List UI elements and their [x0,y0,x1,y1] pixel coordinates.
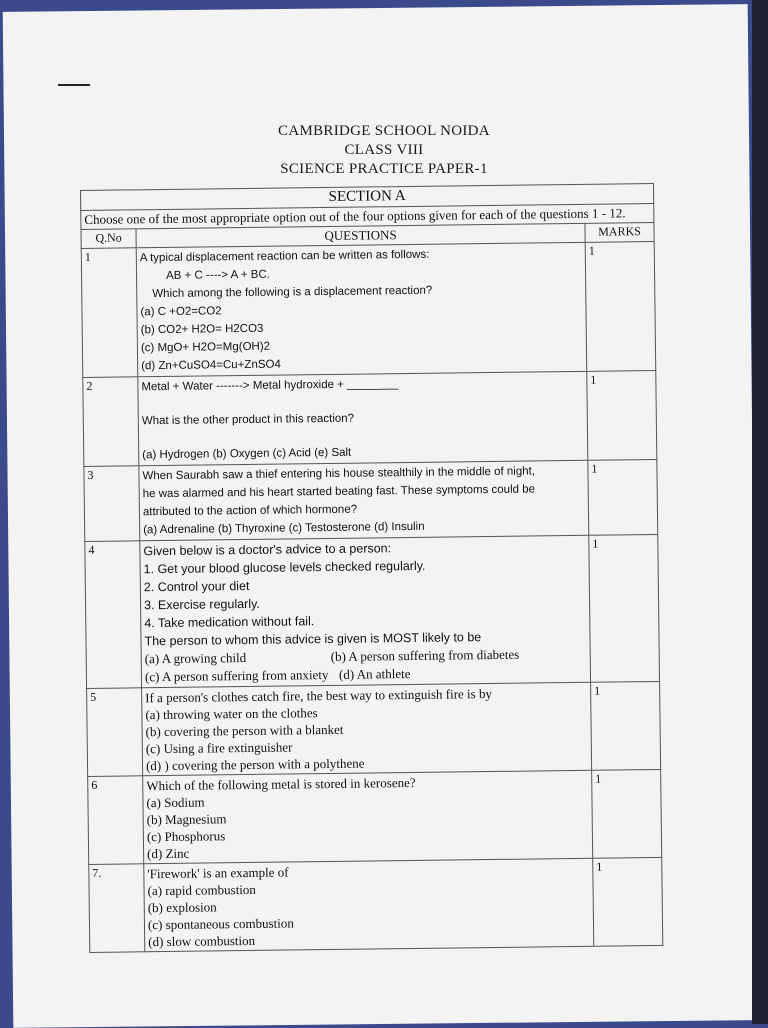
question-line: 2. Control your diet [143,578,250,595]
question-line: 'Firework' is an example of [147,864,289,882]
marks-value: 1 [589,534,660,682]
question-text [142,682,592,775]
table-row [85,534,660,688]
question-line: If a person's clothes catch fire, the best way to extinguish fire is by [145,686,493,706]
question-number: 2 [83,377,139,467]
option-line: (a) Sodium [146,794,205,811]
question-number: 3 [84,466,140,542]
question-line: Given below is a doctor's advice to a person: [143,541,392,559]
question-line: he was alarmed and his heart started beating fast. These symptoms could be [142,483,536,501]
dash-mark [58,84,90,86]
paper-header [0,122,768,179]
option-line: (d) ) covering the person with a polythene [145,755,365,774]
marks-value: 1 [585,241,656,371]
table-row [88,769,662,864]
marks-value: 1 [587,370,657,460]
question-text [138,371,588,465]
col-marks: MARKS [585,222,654,242]
option-line: (a) C +O2=CO2 [140,305,222,319]
table-row [83,370,657,466]
col-questions: QUESTIONS [136,223,585,247]
question-line: 1. Get your blood glucose levels checked regularly. [143,558,426,577]
table-row [84,459,658,541]
option-line: (a) rapid combustion [147,881,256,899]
question-text [143,770,593,863]
option-line: (b) Magnesium [146,811,227,828]
option-line: (c) Phosphorus [146,828,226,845]
paper-title: SCIENCE PRACTICE PAPER-1 [280,161,488,177]
option-line: (d) Zinc [147,845,190,862]
option-line: (c) A person suffering from anxiety [144,667,329,685]
question-line: When Saurabh saw a thief entering his house stealthily in the middle of night, [142,465,536,483]
question-text [144,858,594,951]
question-table [80,183,663,953]
option-line: (a) throwing water on the clothes [145,705,318,723]
table-row [81,241,656,377]
question-number: 6 [88,776,144,865]
table-row [87,681,661,776]
question-line: The person to whom this advice is given is MOST likely to be [144,630,482,649]
option-line: (d) An athlete [338,665,411,682]
class-name: CLASS VIII [344,142,424,158]
question-line: Metal + Water -------> Metal hydroxide + ________ [141,378,399,394]
question-line: Which of the following metal is stored in kerosene? [146,774,416,794]
school-name: CAMBRIDGE SCHOOL NOIDA [278,123,490,139]
question-line: AB + C ----> A + BC. [165,268,270,282]
option-line: (c) Using a fire extinguisher [145,739,293,757]
marks-value: 1 [593,857,663,946]
option-line: (b) A person suffering from diabetes [330,646,520,664]
question-line: What is the other product in this reaction? [141,412,355,428]
question-number: 4 [85,541,142,689]
option-line: (c) MgO+ H2O=Mg(OH)2 [140,340,271,355]
marks-value: 1 [592,769,662,858]
option-line: (a) Hydrogen (b) Oxygen (c) Acid (e) Salt [142,446,352,462]
question-number: 1 [81,248,138,378]
option-line: (c) spontaneous combustion [147,915,294,933]
option-line: (b) CO2+ H2O= H2CO3 [140,322,264,337]
question-line: 4. Take medication without fail. [144,614,315,631]
question-text [140,535,591,687]
question-number: 5 [87,688,143,777]
option-line: (b) explosion [147,899,217,916]
instruction-text: Choose one of the most appropriate option out of the four options given for each of the questions 1 - 12. [81,203,654,229]
question-text [136,242,587,376]
col-qno: Q.No [81,229,136,249]
question-line: Which among the following is a displacement reaction? [152,284,433,301]
question-line: attributed to the action of which hormone? [142,503,358,519]
option-line: (b) covering the person with a blanket [145,721,344,740]
section-title: SECTION A [81,183,654,210]
option-line: (d) Zn+CuSO4=Cu+ZnSO4 [141,358,281,373]
option-line: (a) A growing child [144,650,247,667]
question-line: 3. Exercise regularly. [143,596,260,613]
question-text [139,460,589,540]
option-line: (d) slow combustion [148,932,256,950]
table-row [89,857,663,952]
option-line: (a) Adrenaline (b) Thyroxine (c) Testosterone (d) Insulin [143,520,425,537]
marks-value: 1 [588,459,658,535]
marks-value: 1 [591,681,661,770]
question-number: 7. [89,864,145,953]
question-line: A typical displacement reaction can be written as follows: [139,248,430,265]
